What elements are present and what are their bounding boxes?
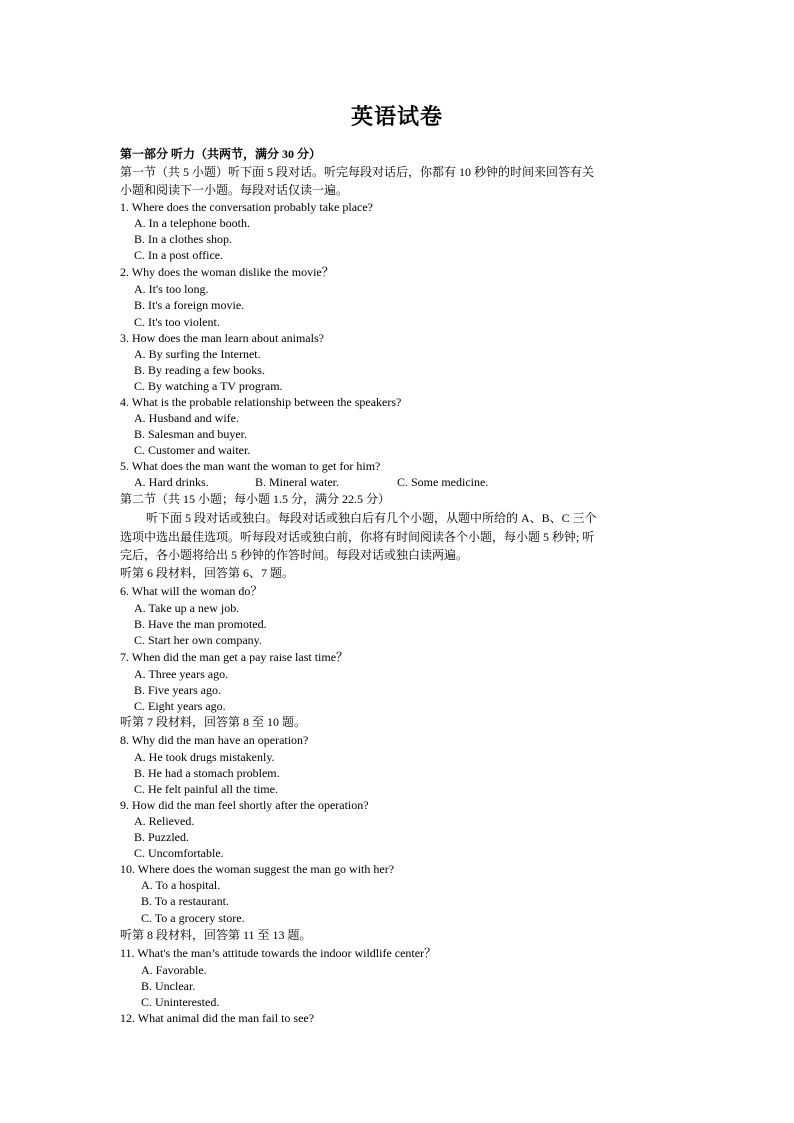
option-3b: B. By reading a few books.: [134, 363, 265, 377]
option-5a: A. Hard drinks.: [134, 475, 209, 489]
question-2: 2. Why does the woman dislike the movie？: [120, 265, 334, 279]
option-11b: B. Unclear.: [141, 979, 196, 993]
option-5b: B. Mineral water.: [255, 475, 339, 489]
option-10c: C. To a grocery store.: [141, 911, 245, 925]
option-10a: A. To a hospital.: [141, 878, 221, 892]
material-6-heading: 听第 6 段材料，回答第 6、7 题。: [120, 566, 295, 580]
option-5c: C. Some medicine.: [397, 475, 489, 489]
option-1a: A. In a telephone booth.: [134, 216, 250, 230]
question-11: 11. What's the man’s attitude towards the indoor wildlife center？: [120, 946, 437, 960]
section1-intro: 小题和阅读下一小题。每段对话仅读一遍。: [120, 183, 349, 197]
option-8c: C. He felt painful all the time.: [134, 782, 278, 796]
page-title: 英语试卷: [350, 104, 443, 129]
part1-heading: 第一部分 听力（共两节，满分 30 分）: [120, 147, 322, 161]
option-2b: B. It's a foreign movie.: [134, 298, 245, 312]
material-7-heading: 听第 7 段材料，回答第 8 至 10 题。: [120, 715, 307, 729]
option-9b: B. Puzzled.: [134, 830, 189, 844]
option-11c: C. Uninterested.: [141, 995, 220, 1009]
option-3c: C. By watching a TV program.: [134, 379, 283, 393]
option-7b: B. Five years ago.: [134, 683, 221, 697]
section2-intro: 选项中选出最佳选项。听每段对话或独白前，你将有时间阅读各个小题，每小题 5 秒钟; 听: [120, 530, 595, 544]
option-2a: A. It's too long.: [134, 282, 209, 296]
option-4b: B. Salesman and buyer.: [134, 427, 247, 441]
question-7: 7. When did the man get a pay raise last time？: [120, 650, 349, 664]
option-3a: A. By surfing the Internet.: [134, 347, 261, 361]
option-9c: C. Uncomfortable.: [134, 846, 224, 860]
question-8: 8. Why did the man have an operation?: [120, 733, 309, 747]
option-10b: B. To a restaurant.: [141, 894, 229, 908]
question-10: 10. Where does the woman suggest the man go with her?: [120, 862, 395, 876]
question-6: 6. What will the woman do？: [120, 584, 263, 598]
option-2c: C. It's too violent.: [134, 315, 220, 329]
option-6c: C. Start her own company.: [134, 633, 262, 647]
option-9a: A. Relieved.: [134, 814, 195, 828]
question-1: 1. Where does the conversation probably take place?: [120, 200, 374, 214]
option-6b: B. Have the man promoted.: [134, 617, 267, 631]
option-8b: B. He had a stomach problem.: [134, 766, 280, 780]
question-4: 4. What is the probable relationship between the speakers?: [120, 395, 402, 409]
question-12: 12. What animal did the man fail to see?: [120, 1011, 315, 1025]
option-1c: C. In a post office.: [134, 248, 224, 262]
question-5: 5. What does the man want the woman to get for him?: [120, 459, 381, 473]
option-6a: A. Take up a new job.: [134, 601, 240, 615]
section2-heading: 第二节（共 15 小题；每小题 1.5 分，满分 22.5 分）: [120, 492, 391, 506]
option-1b: B. In a clothes shop.: [134, 232, 232, 246]
section2-intro: 完后，各小题将给出 5 秒钟的作答时间。每段对话或独白读两遍。: [120, 548, 469, 562]
question-3: 3. How does the man learn about animals?: [120, 331, 324, 345]
material-8-heading: 听第 8 段材料，回答第 11 至 13 题。: [120, 928, 312, 942]
section2-intro: 听下面 5 段对话或独白。每段对话或独白后有几个小题，从题中所给的 A、B、C 三个: [146, 511, 597, 525]
options-5-row: [134, 474, 694, 490]
question-9: 9. How did the man feel shortly after the operation?: [120, 798, 369, 812]
option-7a: A. Three years ago.: [134, 667, 229, 681]
option-4a: A. Husband and wife.: [134, 411, 239, 425]
option-11a: A. Favorable.: [141, 963, 207, 977]
option-8a: A. He took drugs mistakenly.: [134, 750, 275, 764]
option-7c: C. Eight years ago.: [134, 699, 226, 713]
option-4c: C. Customer and waiter.: [134, 443, 251, 457]
section1-intro: 第一节（共 5 小题）听下面 5 段对话。听完每段对话后，你都有 10 秒钟的时间来回答有关: [120, 165, 595, 179]
